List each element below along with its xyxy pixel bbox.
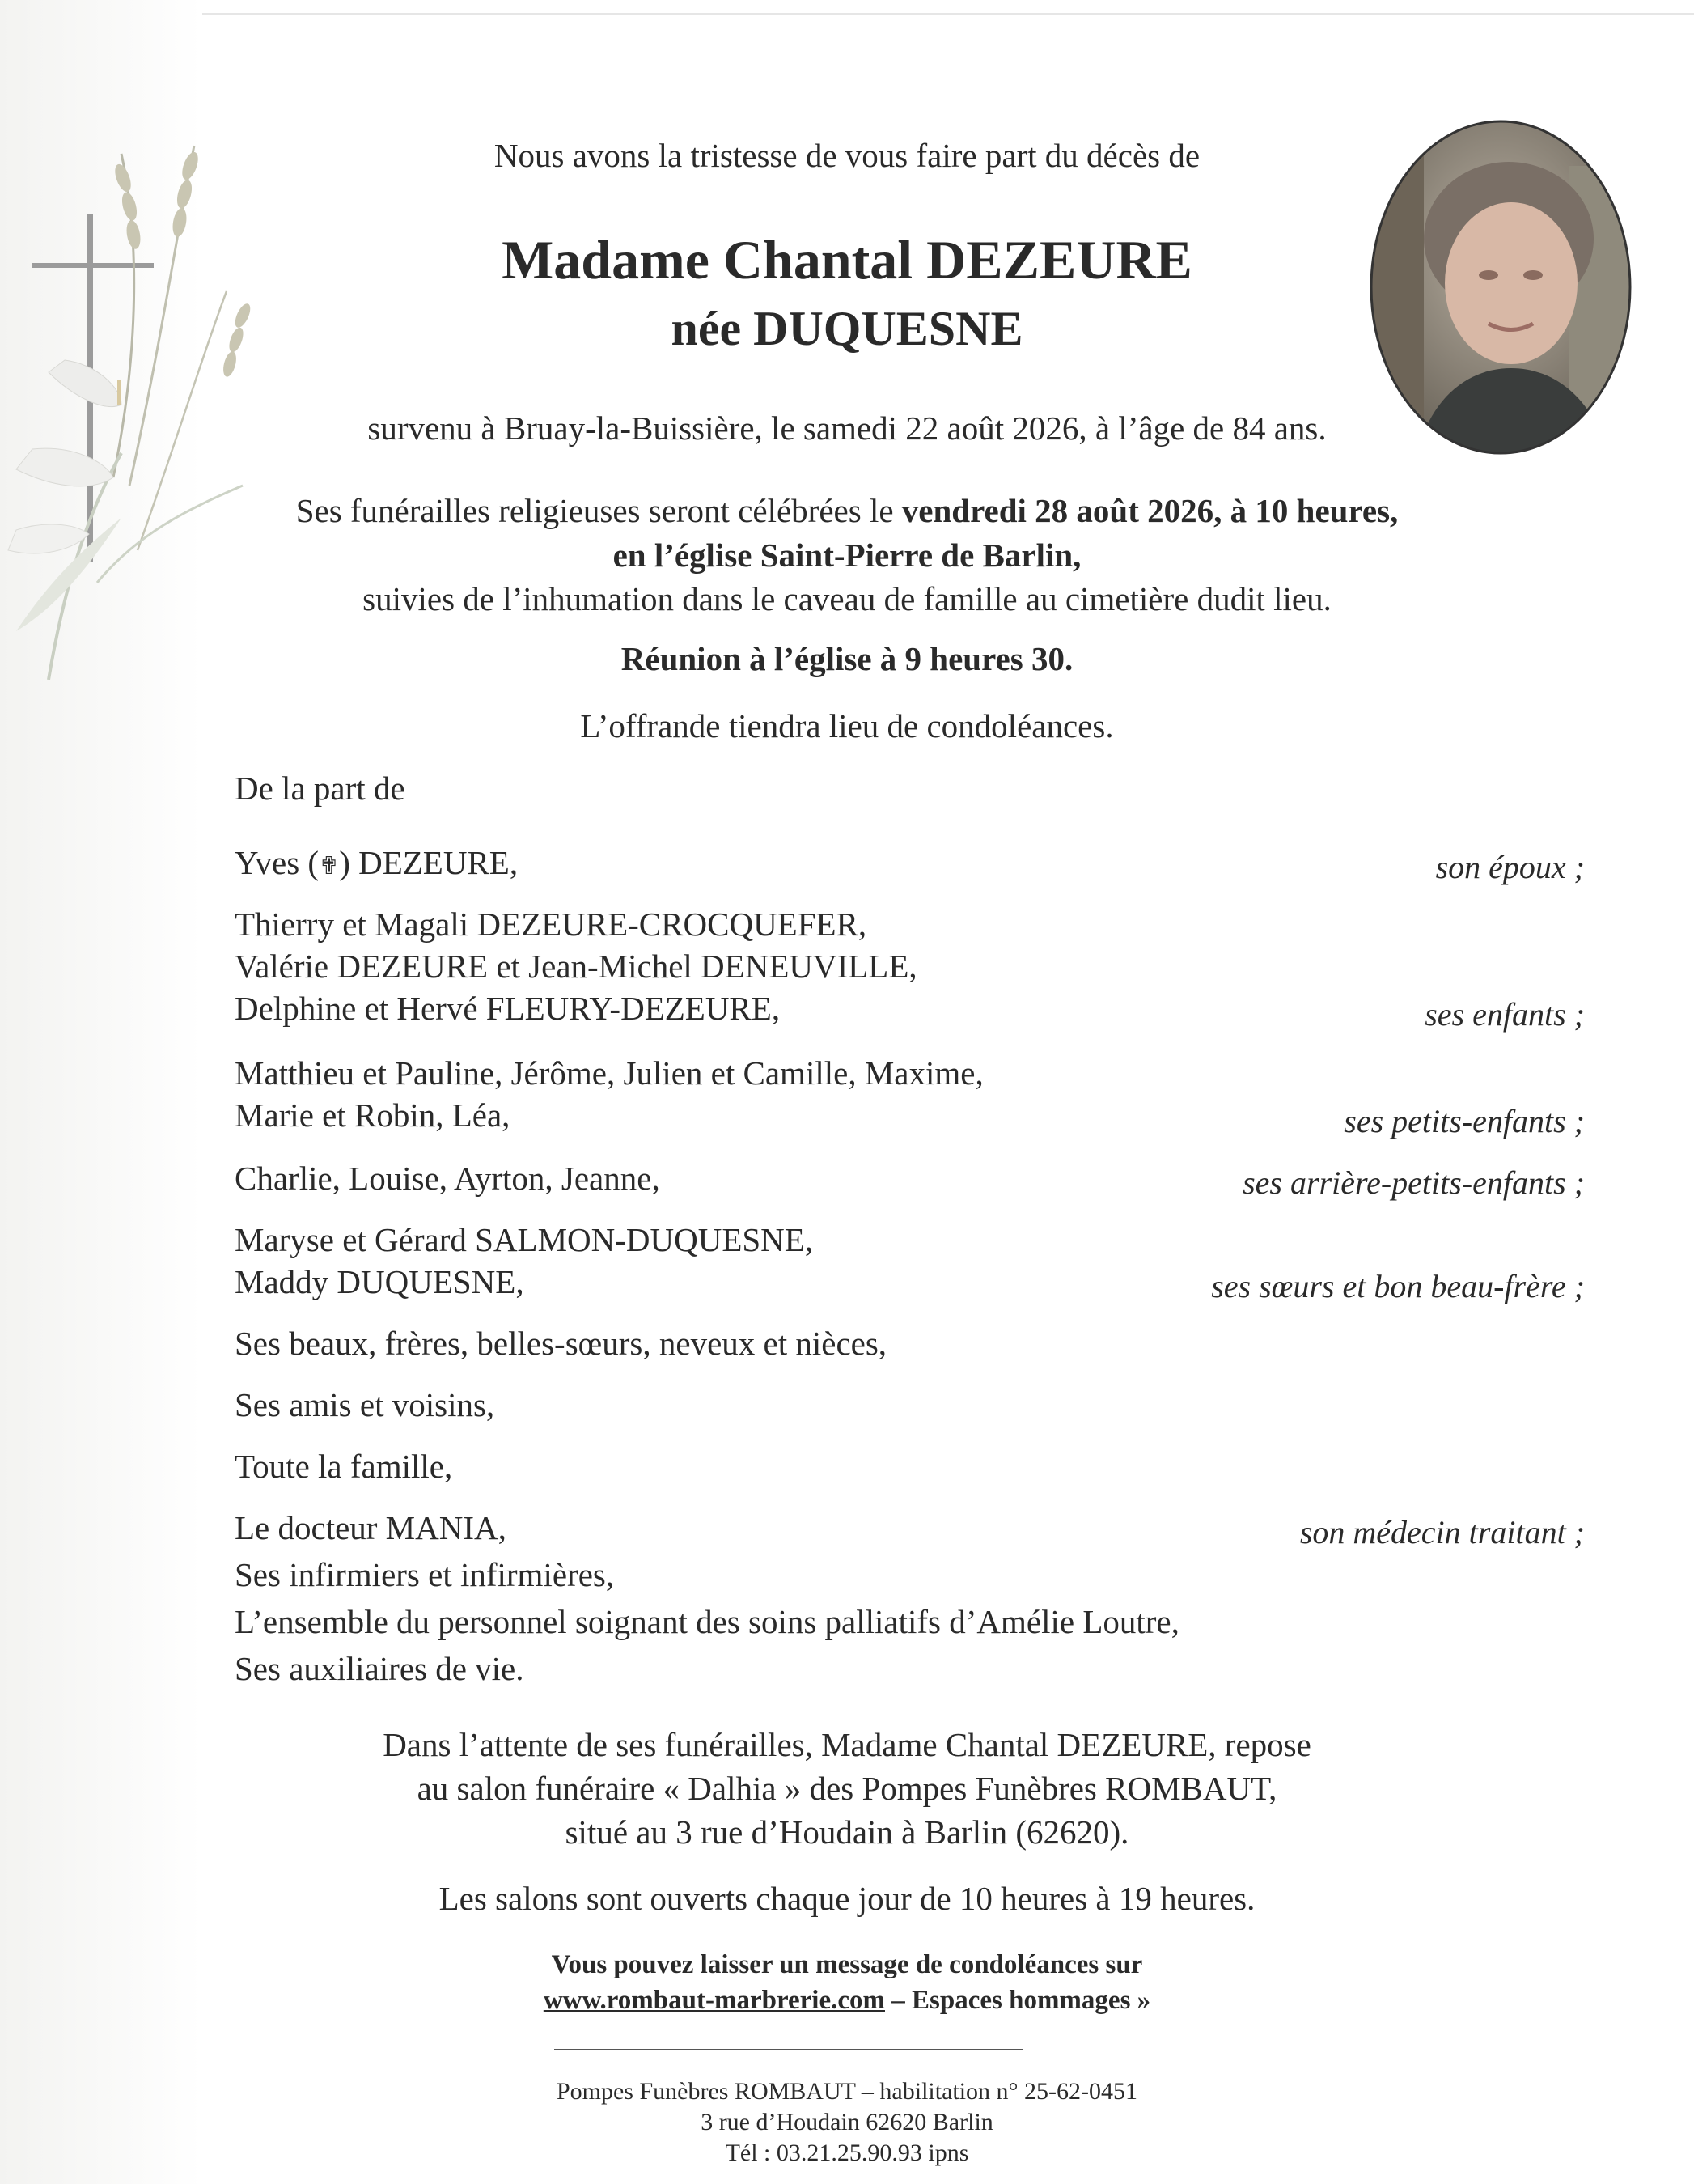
siblings-relation: ses sœurs et bon beau-frère ; (1211, 1268, 1585, 1304)
funeral-date: vendredi 28 août 2026, à 10 heures, (901, 492, 1399, 529)
footer-company: Pompes Funèbres ROMBAUT – habilitation n° 25-62-0451 (556, 2078, 1138, 2105)
staff-line: L’ensemble du personnel soignant des soins palliatifs d’Amélie Loutre, (235, 1603, 1179, 1640)
inlaws-line: Ses beaux, frères, belles-sœurs, neveux et nièces, (235, 1325, 887, 1362)
aides-line: Ses auxiliaires de vie. (235, 1650, 524, 1687)
funeral-line-1 (0, 491, 1694, 530)
spouse-relation: son époux ; (1435, 849, 1585, 885)
doctor-relation: son médecin traitant ; (1299, 1514, 1585, 1550)
footer-phone: Tél : 03.21.25.90.93 ipns (725, 2139, 969, 2166)
church-location: en l’église Saint-Pierre de Barlin, (612, 536, 1082, 574)
spouse-prefix: Yves ( (235, 844, 320, 881)
intro-text: Nous avons la tristesse de vous faire part du décès de (493, 137, 1201, 174)
maiden-name: née DUQUESNE (671, 302, 1023, 355)
burial-text: suivies de l’inhumation dans le caveau de famille au cimetière dudit lieu. (362, 580, 1332, 617)
death-statement: survenu à Bruay-la-Buissière, le samedi 22 août 2026, à l’âge de 84 ans. (367, 409, 1327, 447)
rest-line-2: au salon funéraire « Dalhia » des Pompes Funèbres ROMBAUT, (417, 1770, 1277, 1807)
from-label: De la part de (235, 770, 405, 807)
cross-icon: ✟ (319, 852, 340, 880)
message-line-1: Vous pouvez laisser un message de condoléances sur (551, 1950, 1143, 1979)
footer-address: 3 rue d’Houdain 62620 Barlin (701, 2109, 993, 2135)
deceased-name: Madame Chantal DEZEURE (502, 229, 1192, 290)
scan-edge (0, 13, 1694, 15)
spouse-line (235, 843, 518, 882)
funeral-intro: Ses funérailles religieuses seront célébrées le (295, 492, 902, 529)
message-suffix: – Espaces hommages » (885, 1986, 1151, 2015)
grandchildren-2: Marie et Robin, Léa, (235, 1096, 510, 1134)
rest-line-3: situé au 3 rue d’Houdain à Barlin (62620). (565, 1813, 1129, 1851)
footer-divider (554, 2049, 1023, 2050)
rest-line-1: Dans l’attente de ses funérailles, Madame Chantal DEZEURE, repose (383, 1726, 1311, 1763)
nurses-line: Ses infirmiers et infirmières, (235, 1556, 615, 1593)
spouse-name: ) DEZEURE, (339, 844, 519, 881)
message-line-2 (0, 1986, 1694, 2016)
grandchildren-1: Matthieu et Pauline, Jérôme, Julien et Camille, Maxime, (235, 1054, 984, 1092)
children-relation: ses enfants ; (1425, 996, 1585, 1033)
child-2: Valérie DEZEURE et Jean-Michel DENEUVILLE, (235, 948, 917, 985)
child-1: Thierry et Magali DEZEURE-CROCQUEFER, (235, 905, 867, 943)
great-grandchildren: Charlie, Louise, Ayrton, Jeanne, (235, 1160, 660, 1197)
offering-text: L’offrande tiendra lieu de condoléances. (580, 707, 1114, 744)
grandchildren-relation: ses petits-enfants ; (1344, 1103, 1585, 1139)
child-3: Delphine et Hervé FLEURY-DEZEURE, (235, 990, 781, 1027)
doctor-line: Le docteur MANIA, (235, 1509, 506, 1546)
friends-line: Ses amis et voisins, (235, 1386, 495, 1423)
sibling-1: Maryse et Gérard SALMON-DUQUESNE, (235, 1221, 814, 1258)
salon-hours: Les salons sont ouverts chaque jour de 10 heures à 19 heures. (438, 1880, 1256, 1917)
sibling-2: Maddy DUQUESNE, (235, 1263, 524, 1300)
great-grandchildren-relation: ses arrière-petits-enfants ; (1243, 1164, 1585, 1201)
website-link[interactable]: www.rombaut-marbrerie.com (543, 1986, 885, 2015)
meeting-time: Réunion à l’église à 9 heures 30. (620, 640, 1074, 677)
family-line: Toute la famille, (235, 1448, 453, 1485)
